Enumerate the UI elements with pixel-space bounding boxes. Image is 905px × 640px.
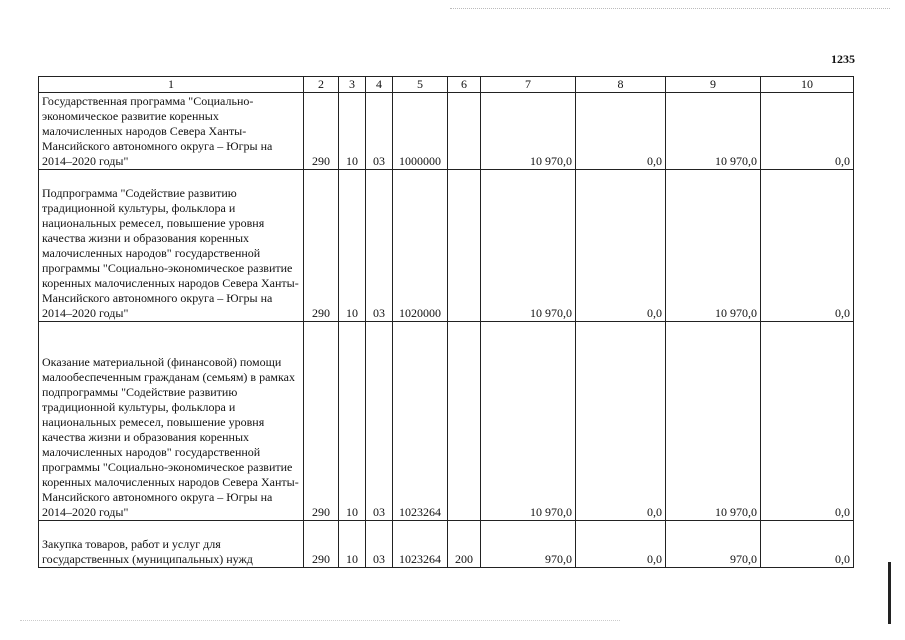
- table-row: [39, 521, 854, 568]
- cell-col-2: 290: [304, 170, 339, 322]
- table-row: [39, 322, 854, 521]
- scan-edge-bar: [888, 562, 891, 624]
- cell-col-10: 0,0: [761, 170, 854, 322]
- column-header-4: 4: [366, 77, 393, 93]
- cell-col-5: 1023264: [393, 521, 448, 568]
- page-number: 1235: [831, 52, 855, 66]
- cell-col-3: 10: [339, 521, 366, 568]
- cell-col-6: 200: [448, 521, 481, 568]
- cell-col-9: 10 970,0: [666, 170, 761, 322]
- cell-col-8: 0,0: [576, 322, 666, 521]
- cell-col-2: 290: [304, 521, 339, 568]
- cell-col-2: 290: [304, 93, 339, 170]
- scan-artifact-top: [450, 8, 890, 9]
- cell-col-2: 290: [304, 322, 339, 521]
- column-header-5: 5: [393, 77, 448, 93]
- row-name: Подпрограмма "Содействие развитию традиционной культуры, фольклора и национальных ремесел, повышение уровня качества жизни и образования коренных малочисленных народов" государственной программы "Социально-экономическое развитие коренных малочисленных народов Севера Ханты-Мансийского автономного округа – Югры на 2014–2020 годы": [39, 170, 304, 322]
- budget-table: [38, 76, 854, 568]
- cell-col-8: 0,0: [576, 93, 666, 170]
- cell-col-6: [448, 93, 481, 170]
- cell-col-8: 0,0: [576, 521, 666, 568]
- cell-col-5: 1000000: [393, 93, 448, 170]
- column-header-8: 8: [576, 77, 666, 93]
- table-header-row: [39, 77, 854, 93]
- cell-col-9: 970,0: [666, 521, 761, 568]
- scan-artifact-bottom: [20, 620, 620, 621]
- cell-col-7: 10 970,0: [481, 170, 576, 322]
- table-row: [39, 93, 854, 170]
- cell-col-4: 03: [366, 521, 393, 568]
- cell-col-5: 1023264: [393, 322, 448, 521]
- cell-col-10: 0,0: [761, 93, 854, 170]
- cell-col-9: 10 970,0: [666, 93, 761, 170]
- cell-col-7: 10 970,0: [481, 93, 576, 170]
- column-header-6: 6: [448, 77, 481, 93]
- cell-col-4: 03: [366, 93, 393, 170]
- column-header-7: 7: [481, 77, 576, 93]
- row-name: Закупка товаров, работ и услуг для государственных (муниципальных) нужд: [39, 521, 304, 568]
- column-header-10: 10: [761, 77, 854, 93]
- column-header-9: 9: [666, 77, 761, 93]
- table-row: [39, 170, 854, 322]
- column-header-1: 1: [39, 77, 304, 93]
- cell-col-4: 03: [366, 322, 393, 521]
- cell-col-6: [448, 322, 481, 521]
- cell-col-6: [448, 170, 481, 322]
- cell-col-3: 10: [339, 170, 366, 322]
- cell-col-7: 10 970,0: [481, 322, 576, 521]
- row-name: Оказание материальной (финансовой) помощи малообеспеченным гражданам (семьям) в рамках подпрограммы "Содействие развитию традиционной культуры, фольклора и национальных ремесел, повышение уровня качества жизни и образования коренных малочисленных народов" государственной программы "Социально-экономическое развитие коренных малочисленных народов Севера Ханты-Мансийского автономного округа – Югры на 2014–2020 годы": [39, 322, 304, 521]
- column-header-2: 2: [304, 77, 339, 93]
- cell-col-8: 0,0: [576, 170, 666, 322]
- row-name: Государственная программа "Социально-экономическое развитие коренных малочисленных народов Севера Ханты-Мансийского автономного округа – Югры на 2014–2020 годы": [39, 93, 304, 170]
- cell-col-10: 0,0: [761, 521, 854, 568]
- cell-col-9: 10 970,0: [666, 322, 761, 521]
- cell-col-5: 1020000: [393, 170, 448, 322]
- cell-col-3: 10: [339, 322, 366, 521]
- column-header-3: 3: [339, 77, 366, 93]
- cell-col-7: 970,0: [481, 521, 576, 568]
- cell-col-3: 10: [339, 93, 366, 170]
- cell-col-10: 0,0: [761, 322, 854, 521]
- cell-col-4: 03: [366, 170, 393, 322]
